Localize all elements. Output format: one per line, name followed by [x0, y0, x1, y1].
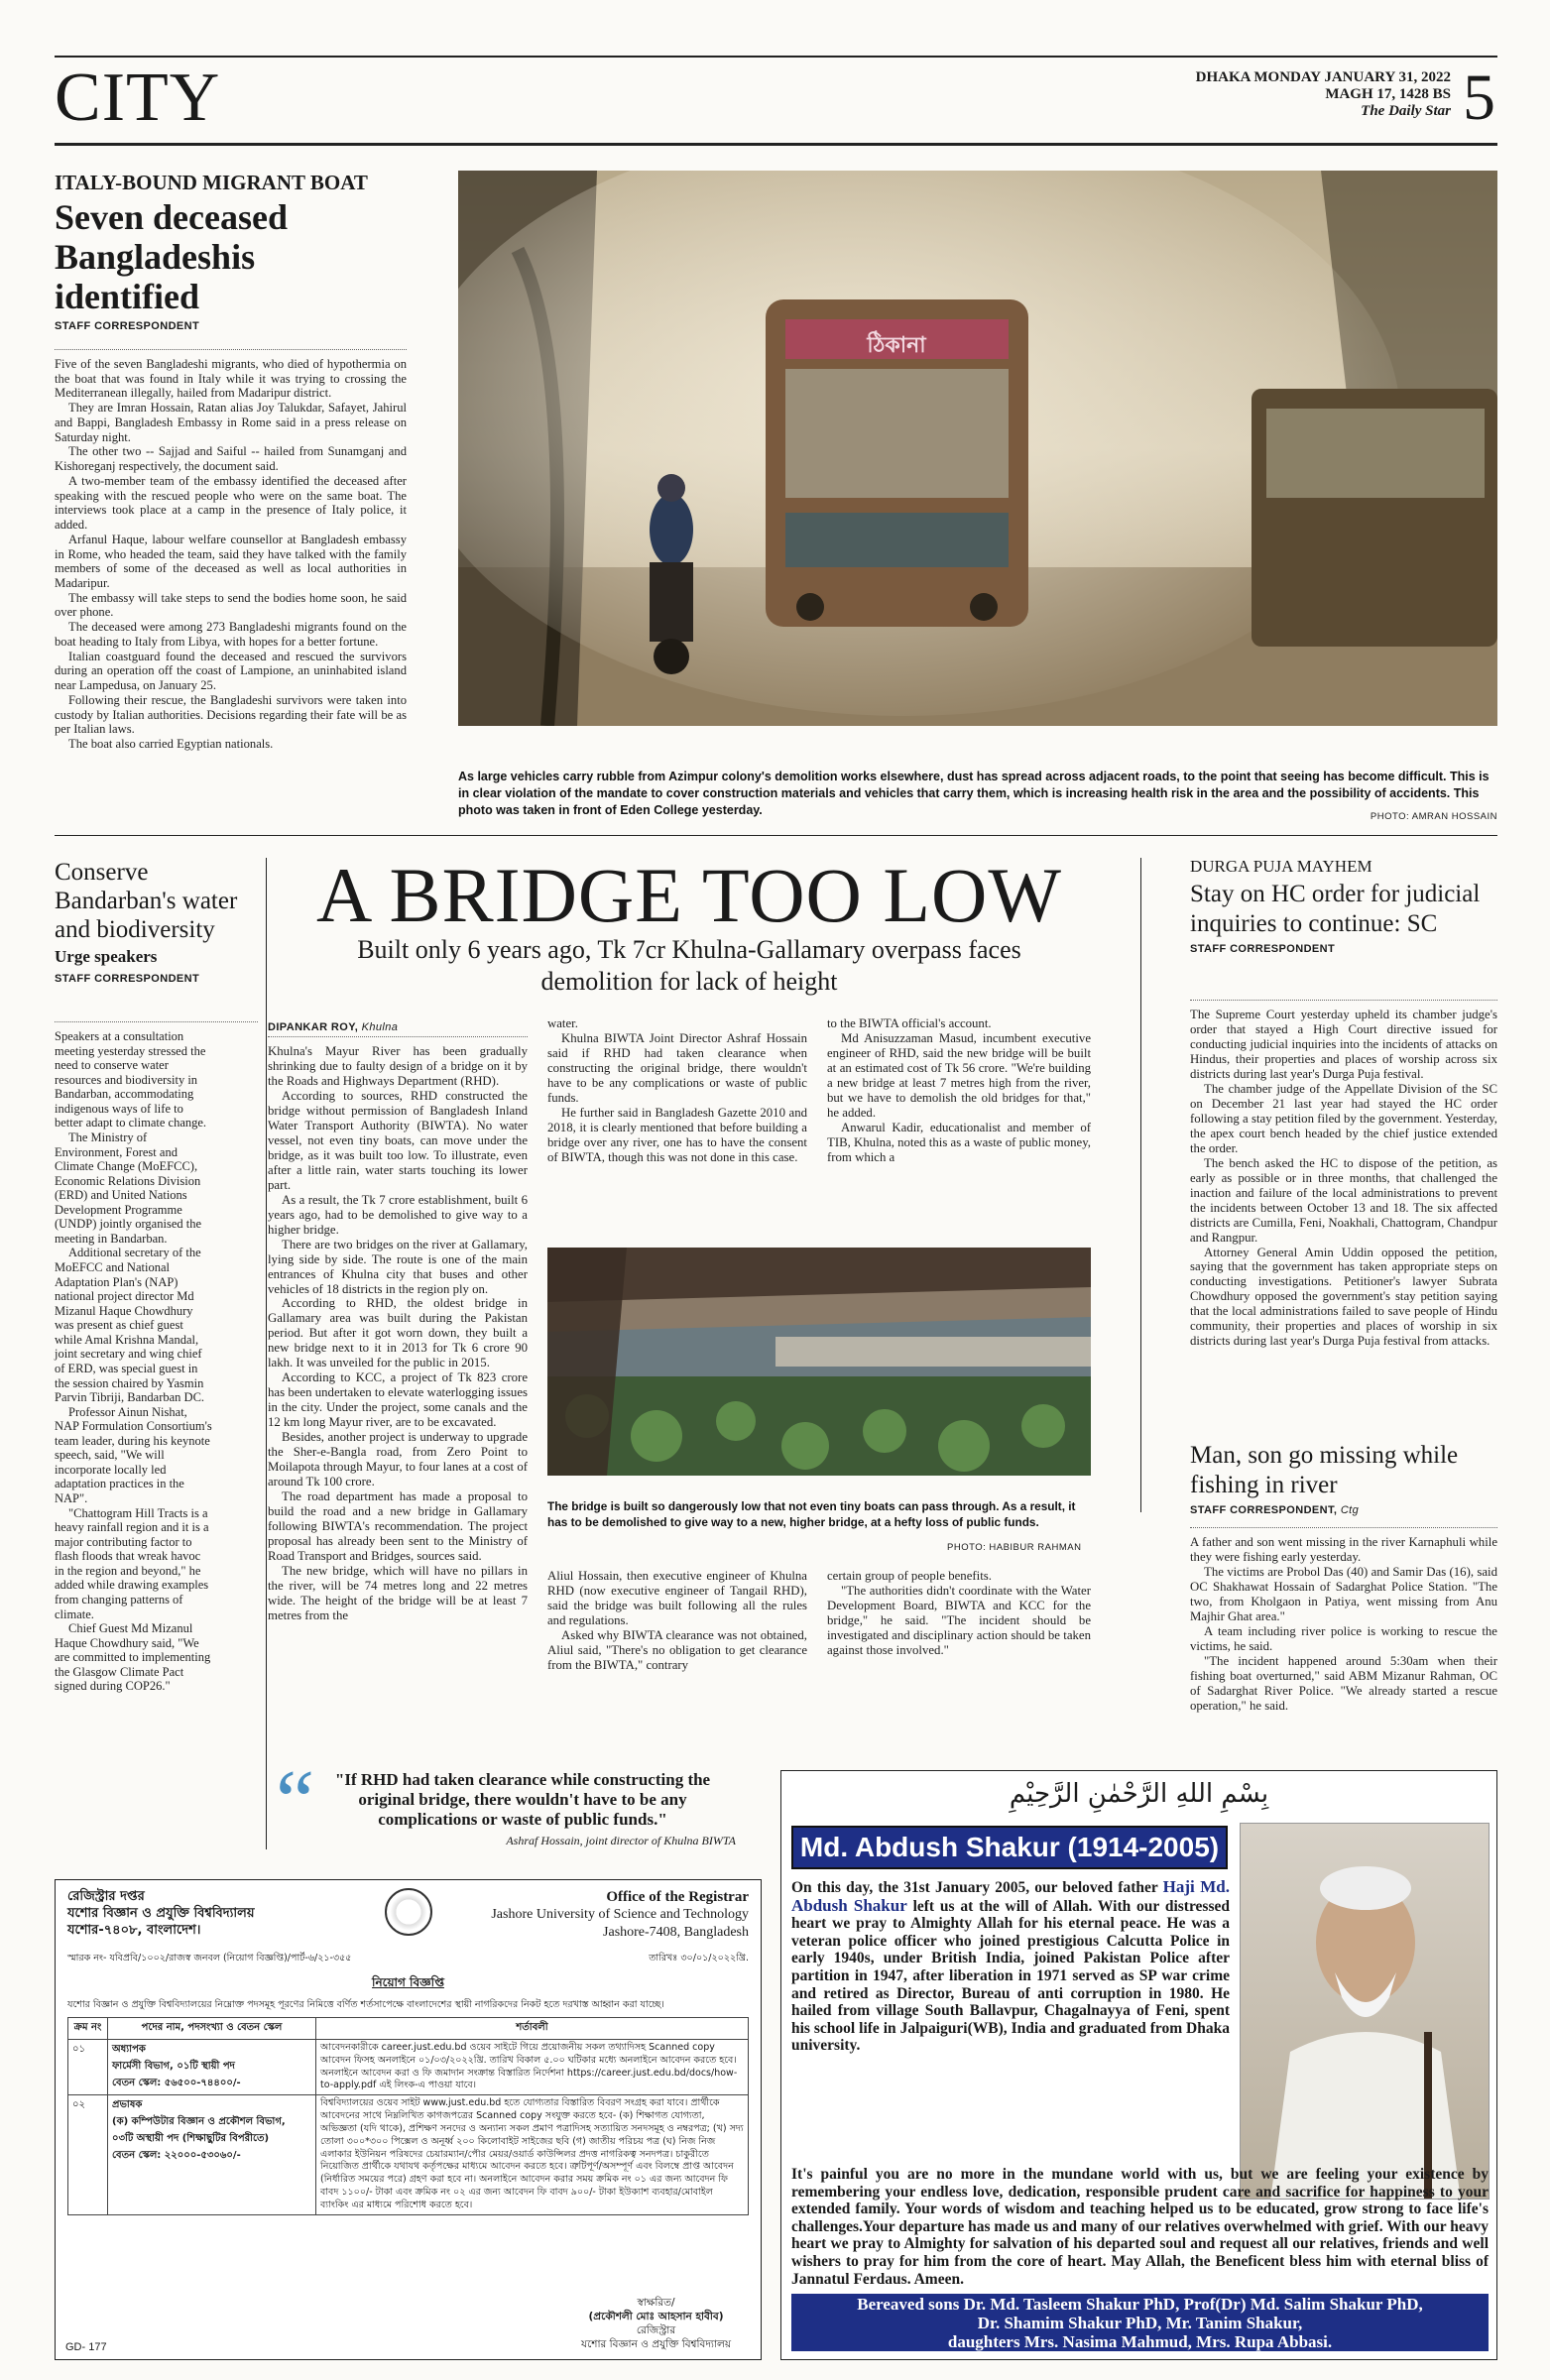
column-rule-right: [1140, 858, 1141, 1512]
bridge-photo-credit: PHOTO: HABIBUR RAHMAN: [947, 1542, 1082, 1553]
story3-col2: [547, 1016, 807, 1165]
paragraph: Khulna's Mayur River has been gradually shrinking due to faulty design of a bridge on it by the Roads and Highways Department (RHD).: [268, 1044, 528, 1088]
obituary-deceased-name: Haji Md. Abdush Shakur: [791, 1877, 1230, 1915]
notice-row-cond: আবেদনকারীকে career.just.edu.bd ওয়েব সাইটে গিয়ে প্রয়োজনীয় সকল তথ্যাদিসহ Scanned copy আবেদন ফিসহ অনলাইনে ০১/০৩/২০২২খ্রি. তারিখ বিকাল ৫.০০ ঘটিকার মধ্যে অনলাইনে আবেদন করতে হবে। অনলাইনে আবেদন করা ও ফি জমাদান সংক্রান্ত বিস্তারিত নির্দেশনা https://career.just.edu.bd/docs/how-to-apply.pdf এই লিংক-এ পাওয়া যাবে।: [316, 2040, 749, 2095]
story4-headline: Stay on HC order for judicial inquiries to continue: SC: [1190, 881, 1481, 937]
obituary-text-2: It's painful you are no more in the mundane world with us, but we are feeling your existence by remembering your endless love, dedication, responsible prudent care and sacrifice for happiness to your extended family. Your words of wisdom and teaching helped us to be educated, grow strong to face life's challenges.Your departure has made us and many of our relatives overwhelmed with grief. With our heavy heart we pray to Almighty for salvation of his departed soul and request all our relatives, friends and well wishers to pray for him from the core of heart. May Allah, the Beneficent bless him with eternal bliss of Jannatul Ferdaus. Ameen.: [791, 2166, 1489, 2288]
notice-row-post: অধ্যাপক ফার্মেসী বিভাগ, ০১টি স্থায়ী পদ বেতন স্কেল: ৫৬৫০০-৭৪৪০০/-: [108, 2040, 316, 2095]
notice-sign-label: স্বাক্ষরিত/: [637, 2297, 675, 2309]
notice-row: [68, 2095, 749, 2214]
paragraph: Arfanul Haque, labour welfare counsellor at Bangladesh embassy in Rome, who headed the team, said they have talked with the family members of some of the deceased as well as local authorities in Madaripur.: [55, 532, 407, 591]
story2-subhead: Urge speakers: [55, 947, 158, 966]
obituary-footer: [791, 2294, 1489, 2351]
story1-byline: STAFF CORRESPONDENT: [55, 320, 200, 332]
story1-headline: Seven deceased Bangladeshis identified: [55, 197, 288, 316]
notice-head-post: পদের নাম, পদসংখ্যা ও বেতন স্কেল: [108, 2018, 316, 2040]
paragraph: A team including river police is working to rescue the victims, he said.: [1190, 1623, 1497, 1653]
paragraph: The new bridge, which will have no pillars in the river, will be 74 metres long and 22 metres wide. The height of the bridge will be at least 7 metres from the: [268, 1563, 528, 1622]
notice-bn-addr: যশোর-৭৪০৮, বাংলাদেশ।: [67, 1923, 201, 1938]
story3-subhead: Built only 6 years ago, Tk 7cr Khulna-Gallamary overpass faces demolition for lack of height: [357, 935, 1021, 996]
paper-logo: The Daily Star: [1361, 103, 1451, 119]
story-bandarban: [55, 858, 258, 985]
second-bus-illustration: [1252, 389, 1497, 647]
story4-body: [1190, 1008, 1497, 1349]
notice-memo-row: [67, 1952, 749, 1966]
obituary-portrait: [1240, 1823, 1490, 2200]
paragraph: certain group of people benefits.: [827, 1569, 992, 1583]
story4-kicker: DURGA PUJA MAYHEM: [1190, 857, 1372, 876]
paragraph: Following their rescue, the Bangladeshi survivors were taken into custody by Italian authorities. Decisions regarding their fate will be as per Italian laws.: [55, 692, 407, 737]
pullquote-attribution: Ashraf Hossain, joint director of Khulna BIWTA: [506, 1834, 736, 1847]
paragraph: A two-member team of the embassy identified the deceased after speaking with the rescued people who were on the same boat. The interviews took place at a camp in the presence of Italy police, it added.: [55, 473, 407, 533]
section-rule: [55, 835, 1497, 836]
paragraph: They are Imran Hossain, Ratan alias Joy Talukdar, Safayet, Jahirul and Bappi, Bangladesh Embassy in Rome said in a press release on Saturday night.: [55, 401, 407, 444]
pullquote: [268, 1753, 744, 1853]
obituary-footer-line3: daughters Mrs. Nasima Mahmud, Mrs. Rupa Abbasi.: [947, 2332, 1333, 2351]
story3-headline: A BRIDGE TOO LOW: [316, 852, 1062, 938]
story5-divider: [1190, 1527, 1497, 1528]
notice-gd-number: GD- 177: [65, 2341, 107, 2353]
notice-en-header: [491, 1888, 749, 1942]
paragraph: Italian coastguard found the deceased and rescued the survivors during an operation off the coast of Lampione, an uninhabited island near Lampedusa, on January 25.: [55, 649, 407, 693]
paragraph: The road department has made a proposal to build the road and a new bridge in Gallamary following BIWTA's recommendation. The project proposal has already been sent to the Ministry of Road Transport and Bridges, sources said.: [268, 1489, 528, 1563]
story1-body: [55, 357, 407, 752]
story3-col2b: [547, 1569, 807, 1673]
paragraph: The chamber judge of the Appellate Division of the SC on December 21 last year had stayed the HC order following a stay petition filed by the government. Yesterday, the apex court bench headed by the chief justice extended the order.: [1190, 1081, 1497, 1155]
story-migrant-boat: [55, 171, 407, 332]
quote-mark-icon: “: [276, 1753, 315, 1849]
story2-byline: STAFF CORRESPONDENT: [55, 973, 200, 985]
notice-title: নিয়োগ বিজ্ঞপ্তি: [372, 1975, 444, 1989]
notice-memo: স্মারক নং- যবিপ্রবি/১০০২/রাজস্ব জনবল (নিয়োগ বিজ্ঞপ্তি)/পার্ট-৬/২১-৩৫৫: [67, 1953, 352, 1964]
story1-kicker: ITALY-BOUND MIGRANT BOAT: [55, 171, 368, 194]
bus-sign-text: ঠিকানা: [867, 333, 926, 358]
obituary-footer-line1: Bereaved sons Dr. Md. Tasleem Shakur PhD, Prof(Dr) Md. Salim Shakur PhD,: [857, 2295, 1423, 2314]
paragraph: Anwarul Kadir, educationalist and member of TIB, Khulna, noted this as a waste of public money, from which a: [827, 1120, 1091, 1164]
story3-col3: [827, 1016, 1091, 1165]
dust-road-illustration: [458, 171, 1497, 726]
notice-en-univ: Jashore University of Science and Technology: [491, 1907, 749, 1922]
dateline: [1196, 69, 1451, 120]
paragraph: to the BIWTA official's account.: [827, 1016, 992, 1030]
notice-signature: [581, 2296, 731, 2351]
story1-divider: [55, 349, 407, 350]
paragraph: According to sources, RHD constructed the bridge without permission of Bangladesh Inland Water Transport Authority (BIWTA). No water vessel, not even tiny boats, can move under the bridge, as it was built too low. To illustrate, even after a little rain, water starts touching its lower part.: [268, 1088, 528, 1192]
paragraph: Speakers at a consultation meeting yesterday stressed the need to conserve water resources and biodiversity in Bandarban, accommodating indigenous ways of life to better adapt to climate change.: [55, 1029, 207, 1130]
top-rule: [55, 56, 1497, 58]
story-missing-fishermen: [1190, 1441, 1497, 1516]
paragraph: Asked why BIWTA clearance was not obtained, Aliul said, "There's no obligation to get clearance from the BIWTA," contrary: [547, 1627, 807, 1672]
obituary-text-1: [791, 1878, 1230, 2055]
paragraph: A father and son went missing in the river Karnaphuli while they were fishing early yesterday.: [1190, 1535, 1497, 1564]
notice-bn-univ: যশোর বিজ্ঞান ও প্রযুক্তি বিশ্ববিদ্যালয়: [67, 1906, 255, 1921]
story5-headline: Man, son go missing while fishing in river: [1190, 1442, 1459, 1498]
section-title: CITY: [55, 60, 221, 136]
bridge-photo: [547, 1248, 1091, 1476]
story3-byline-place: Khulna: [361, 1021, 399, 1033]
notice-en-addr: Jashore-7408, Bangladesh: [603, 1925, 749, 1940]
date-english: DHAKA MONDAY JANUARY 31, 2022: [1195, 69, 1451, 85]
paragraph: "The incident happened around 5:30am when their fishing boat overturned," said ABM Mizanur Rahman, OC of Sadarghat River Police. "We already started a rescue operation," he said.: [1190, 1653, 1497, 1713]
notice-row-cond: বিশ্ববিদ্যালয়ের ওয়েব সাইট www.just.edu.bd হতে যোগ্যতার বিস্তারিত বিবরণ সংগ্রহ করা যাবে। প্রার্থীকে আবেদনের সাথে নিম্নলিখিত কাগজপত্রের Scanned copy সংযুক্ত করতে হবে- (ক) শিক্ষাগত যোগ্যতা, অভিজ্ঞতা (যদি থাকে), প্রশিক্ষণ সনদের ও অন্যান্য সকল প্রমাণ পত্রাদিসহ সত্যায়িত সনদসমূহ ও নম্বরপত্র; (খ) সদ্য তোলা ৩০০*৩০০ পিক্সেল ও অনূর্ধ্ব ২০০ কিলোবাইট সাইজের ছবি (গ) জাতীয় পরিচয় পত্র (ঘ) নিজ নিজ এলাকার ইউনিয়ন পরিষদের চেয়ারম্যান/পৌর মেয়র/ওয়ার্ড কাউন্সিলর প্রদত্ত নাগরিকত্ব সনদপত্র। চাকুরীতে নিয়োজিত প্রার্থীকে যথাযথ কর্তৃপক্ষের মাধ্যমে আবেদন করতে হবে। ত্রুটিপূর্ণ/অসম্পূর্ণ এবং বিলম্বে প্রাপ্ত আবেদন (নির্ধারিত সময়ের পরে) গ্রহণ করা হবে না। অনলাইনে আবেদন করার সময় ক্রমিক নং ০১ এর জন্য আবেদন ফি বাবদ ১১০০/- টাকা এবং ক্রমিক নং ০২ এর জন্য আবেদন ফি বাবদ ৯০০/- টাকা ইউক্যাশ ব্যবহার/মোবাইল ব্যাংকিং এর মাধ্যমে পরিশোধ করতে হবে।: [316, 2095, 749, 2214]
paragraph: Attorney General Amin Uddin opposed the petition, saying that the government has taken appropriate steps on conducting investigations. Petitioner's lawyer Subrata Chowdhury opposed the government's stay petition saying that the local administrations failed to save people of Hindu community, their properties and places of worship in six districts during last year's Durga Puja festival from attacks.: [1190, 1245, 1497, 1349]
bismillah: بِسْمِ اللهِ الرَّحْمٰنِ الرَّحِيْمِ: [1009, 1779, 1269, 1809]
paragraph: water.: [547, 1016, 578, 1030]
paragraph: "The authorities didn't coordinate with the Water Development Board, BIWTA and KCC for the bridge," he said. "The incident should be investigated and disciplinary action should be taken against those involved.": [827, 1583, 1091, 1657]
notice-sign-title: রেজিস্ট্রার: [636, 2324, 676, 2336]
paragraph: The Ministry of Environment, Forest and Climate Change (MoEFCC), Economic Relations Division (ERD) and United Nations Development Programme (UNDP) jointly organised the meeting in Bandarban.: [55, 1130, 202, 1246]
notice-sign-name: (প্রকৌশলী মোঃ আহসান হাবীব): [588, 2311, 724, 2322]
university-seal-icon: [385, 1888, 432, 1936]
story3-byline-name: DIPANKAR ROY,: [268, 1021, 359, 1033]
paragraph: Five of the seven Bangladeshi migrants, who died of hypothermia on the boat that was found in Italy while it was trying to crossing the Mediterranean illegally, hailed from Madaripur district.: [55, 357, 407, 401]
bridge-photo-caption: The bridge is built so dangerously low that not even tiny boats can pass through. As a result, it has to be demolished to give way to a new, higher bridge, at a hefty loss of public funds.: [547, 1499, 1076, 1529]
paragraph: As a result, the Tk 7 crore establishment, built 6 years ago, had to be demolished to give way to a higher bridge.: [268, 1192, 528, 1237]
paragraph: Professor Ainun Nishat, NAP Formulation Consortium's team leader, during his keynote speech, said, "We will incorporate locally led adaptation practices in the NAP".: [55, 1404, 212, 1505]
notice-date: তারিখঃ ৩০/০১/২০২২খ্রি.: [649, 1953, 749, 1964]
story3-byline: [268, 1021, 398, 1033]
notice-bn-office: রেজিস্ট্রার দপ্তর: [67, 1889, 145, 1904]
paragraph: The boat also carried Egyptian nationals.: [68, 737, 274, 752]
story-durga-puja: [1190, 857, 1497, 955]
date-bengali: MAGH 17, 1428 BS: [1325, 86, 1451, 102]
story5-body: [1190, 1535, 1497, 1714]
notice-head-sl: ক্রম নং: [68, 2018, 108, 2040]
paragraph: The victims are Probol Das (40) and Samir Das (16), said OC Shakhawat Hossain of Sadarghat Police Station. "The two, from Kholgaon in Patiya, went missing from Anu Majhir Ghat area.": [1190, 1564, 1497, 1623]
paragraph: "Chattogram Hill Tracts is a heavy rainfall region and it is a major contributing factor to flash floods that wreak havoc in the region and beyond," he added while drawing examples from changing patterns of climate.: [55, 1505, 209, 1621]
dust-photo-caption: As large vehicles carry rubble from Azimpur colony's demolition works elsewhere, dust has spread across adjacent roads, to the point that seeing has become difficult. This is in clear violation of the mandate to cover construction materials and vehicles that carry them, which is increasing health risk in the area and the possibility of accidents. This photo was taken in front of Eden College yesterday.: [458, 770, 1490, 817]
notice-table-header: [68, 2018, 749, 2040]
paragraph: The deceased were among 273 Bangladeshi migrants found on the boat heading to Italy from Libya, with hopes for a better fortune.: [55, 620, 407, 649]
paragraph: The other two -- Sajjad and Saiful -- hailed from Sunamganj and Kishoreganj respectively, the document said.: [55, 444, 407, 474]
story2-divider: [55, 1021, 258, 1022]
story5-byline-name: STAFF CORRESPONDENT,: [1190, 1504, 1338, 1516]
masthead-rule: [55, 143, 1497, 146]
paragraph: Besides, another project is underway to upgrade the Sher-e-Bangla road, from Zero Point to Moilapota through Mayur, to four lanes at a cost of around Tk 100 crore.: [268, 1430, 528, 1489]
notice-bn-header: [67, 1888, 255, 1939]
story5-byline-place: Ctg: [1340, 1504, 1360, 1516]
obituary-footer-line2: Dr. Shamim Shakur PhD, Mr. Tanim Shakur,: [977, 2314, 1303, 2332]
paragraph: Aliul Hossain, then executive engineer of Khulna RHD (now executive engineer of Tangail RHD), said the bridge was built following all the rules and regulations.: [547, 1569, 807, 1627]
paragraph: There are two bridges on the river at Gallamary, lying side by side. The route is one of the main entrances of Khulna city that buses and other vehicles of 18 districts in the region ply on.: [268, 1237, 528, 1296]
bridge-illustration: [547, 1248, 1091, 1476]
paragraph: The embassy will take steps to send the bodies home soon, he said over phone.: [55, 590, 407, 620]
paragraph: The bench asked the HC to dispose of the petition, as early as possible or in three months, that challenged the inaction and failure of the local administrations to prevent the incidents between October 13 and 18. The six affected districts are Cumilla, Feni, Noakhali, Chattogram, Chandpur and Rangpur.: [1190, 1155, 1497, 1245]
notice-table: [67, 2017, 749, 2215]
dust-photo: [458, 171, 1497, 726]
column-rule-left: [266, 858, 267, 1849]
notice-head-cond: শর্তাবলী: [316, 2018, 749, 2040]
story3-divider: [268, 1036, 528, 1037]
paragraph: Additional secretary of the MoEFCC and National Adaptation Plan's (NAP) national project director Md Mizanul Haque Chowdhury was present as chief guest while Amal Krishna Mandal, joint secretary and wing chief of ERD, was special guest in the session chaired by Yasmin Parvin Tibriji, Bandarban DC.: [55, 1246, 205, 1405]
dust-photo-credit: PHOTO: AMRAN HOSSAIN: [1370, 811, 1497, 822]
pullquote-text: "If RHD had taken clearance while constructing the original bridge, there wouldn't have to be any complications or waste of public funds.": [334, 1770, 711, 1829]
page-number: 5: [1463, 61, 1495, 134]
paragraph: He further said in Bangladesh Gazette 2010 and 2018, it is clearly mentioned that before building a bridge over any river, one has to have the consent of BIWTA, though this was not done in this case.: [547, 1105, 807, 1164]
obituary-ad: [780, 1770, 1497, 2360]
notice-row-sl: ০২: [68, 2095, 108, 2214]
paragraph: The Supreme Court yesterday upheld its chamber judge's order that stayed a High Court directive issued for conducting judicial inquiries into the incidents of attacks on Hindus, their properties and places of worship across six districts during last year's Durga Puja festival.: [1190, 1008, 1497, 1081]
notice-intro: যশোর বিজ্ঞান ও প্রযুক্তি বিশ্ববিদ্যালয়ের নিম্নোক্ত পদসমূহ পূরণের নিমিত্তে বর্ণিত শর্তসাপেক্ষে বাংলাদেশের স্থায়ী নাগরিকদের নিকট হতে দরখাস্ত আহ্বান করা যাচ্ছে।: [67, 1999, 664, 2010]
story3-col3b: [827, 1569, 1091, 1658]
paragraph: Md Anisuzzaman Masud, incumbent executive engineer of RHD, said the new bridge will be built at an estimated cost of Tk 56 crore. "We're building a new bridge at least 7 metres high from the river, but we have to demolish the old bridges for that," he added.: [827, 1030, 1091, 1120]
notice-row-post: প্রভাষক (ক) কম্পিউটার বিজ্ঞান ও প্রকৌশল বিভাগ, ০৩টি অস্থায়ী পদ (শিক্ষাছুটির বিপরীতে) বেতন স্কেল: ২২০০০-৫৩০৬০/-: [108, 2095, 316, 2214]
notice-row-sl: ০১: [68, 2040, 108, 2095]
paragraph: Chief Guest Md Mizanul Haque Chowdhury said, "We are committed to implementing the Glasgow Climate Pact signed during COP26.": [55, 1621, 211, 1694]
story2-body: [55, 1029, 213, 1694]
paragraph: According to KCC, a project of Tk 823 crore has been undertaken to elevate waterlogging issues in the city. Under the project, some canals and the 12 km long Mayur river, are to be excavated.: [268, 1370, 528, 1430]
portrait-illustration: [1241, 1824, 1490, 2200]
story3-col1: [268, 1044, 528, 1623]
obituary-name-banner: Md. Abdush Shakur (1914-2005): [791, 1826, 1228, 1869]
story4-divider: [1190, 1000, 1497, 1001]
story4-byline: STAFF CORRESPONDENT: [1190, 943, 1336, 955]
paragraph: Khulna BIWTA Joint Director Ashraf Hossain said if RHD had taken clearance when constructing the original bridge, there wouldn't have to be any complications or waste of public funds.: [547, 1030, 807, 1105]
notice-en-office: Office of the Registrar: [606, 1889, 749, 1905]
obituary-text-1a: On this day, the 31st January 2005, our beloved father: [791, 1879, 1163, 1896]
story2-headline: Conserve Bandarban's water and biodiversity: [55, 859, 238, 943]
registrar-notice-ad: [55, 1879, 762, 2360]
notice-sign-univ: যশোর বিজ্ঞান ও প্রযুক্তি বিশ্ববিদ্যালয়: [581, 2338, 731, 2350]
notice-row: [68, 2040, 749, 2095]
story5-byline: [1190, 1504, 1497, 1516]
obituary-text-1b: left us at the will of Allah. With our distressed heart we pray to Almighty Allah for his eternal peace. He was a veteran police officer who joined prestigious Calcutta Police in early 1940s, under British India, joined Pakistan Police after partition in 1947, after liberation in 1971 served as SP war crime and retired as Director, Bureau of anti corruption in 1980. He hailed from village South Ballavpur, Chagalnayya of Feni, spent his school life in Jalpaiguri(WB), India and graduated from Dhaka university.: [791, 1897, 1230, 2055]
paragraph: According to RHD, the oldest bridge in Gallamary area was built during the Pakistan period. But after it got worn down, they built a new bridge next to it in 2013 for Tk 6 crore 90 lakh. It was unveiled for the public in 2015.: [268, 1296, 528, 1370]
